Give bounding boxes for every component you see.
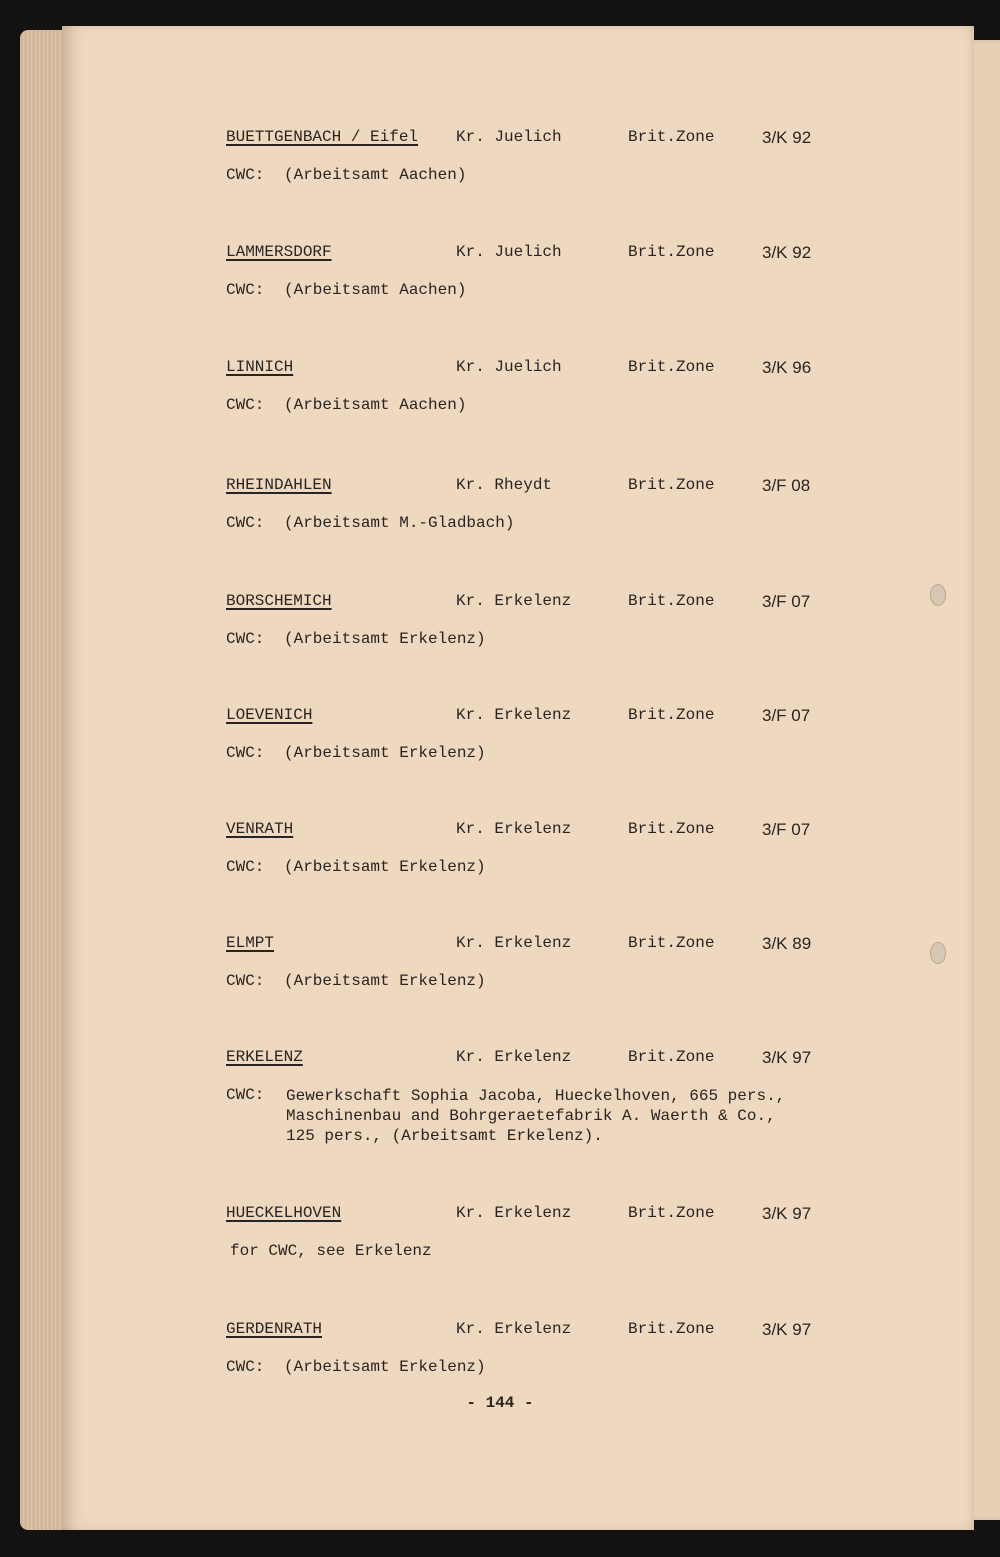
cwc-value: (Arbeitsamt Erkelenz) (284, 1358, 486, 1376)
cwc-label: CWC: (226, 630, 265, 648)
cwc-label: CWC: (226, 972, 265, 990)
zone: Brit.Zone (628, 592, 715, 610)
district: Kr. Erkelenz (456, 934, 572, 952)
list-item (0, 128, 1000, 228)
cross-reference-note: for CWC, see Erkelenz (230, 1242, 432, 1260)
list-item (0, 934, 1000, 1034)
map-reference: 3/F 08 (762, 476, 811, 495)
zone: Brit.Zone (628, 358, 715, 376)
place-name: LAMMERSDORF (226, 243, 332, 261)
map-reference: 3/F 07 (762, 820, 811, 839)
cwc-label: CWC: (226, 281, 265, 299)
cwc-line: Maschinenbau and Bohrgeraetefabrik A. Waerth & Co., (286, 1107, 776, 1125)
list-item (0, 820, 1000, 920)
map-reference: 3/K 96 (762, 358, 812, 377)
list-item (0, 476, 1000, 576)
district: Kr. Erkelenz (456, 820, 572, 838)
cwc-value: (Arbeitsamt Erkelenz) (284, 630, 486, 648)
cwc-label: CWC: (226, 744, 265, 762)
place-name: HUECKELHOVEN (226, 1204, 342, 1222)
place-name: BUETTGENBACH / Eifel (226, 128, 419, 146)
map-reference: 3/F 07 (762, 592, 811, 611)
page-number: - 144 - (466, 1394, 534, 1412)
zone: Brit.Zone (628, 934, 715, 952)
district: Kr. Erkelenz (456, 1320, 572, 1338)
map-reference: 3/K 92 (762, 128, 812, 147)
map-reference: 3/K 92 (762, 243, 812, 262)
cwc-value: (Arbeitsamt Erkelenz) (284, 744, 486, 762)
district: Kr. Erkelenz (456, 1204, 572, 1222)
cwc-value: (Arbeitsamt Erkelenz) (284, 972, 486, 990)
district: Kr. Erkelenz (456, 706, 572, 724)
cwc-value (286, 1086, 785, 1146)
district: Kr. Juelich (456, 128, 562, 146)
list-item (0, 592, 1000, 692)
place-name: VENRATH (226, 820, 294, 838)
district: Kr. Erkelenz (456, 1048, 572, 1066)
cwc-line: 125 pers., (Arbeitsamt Erkelenz). (286, 1127, 603, 1145)
map-reference: 3/K 97 (762, 1204, 812, 1223)
place-name: ELMPT (226, 934, 275, 952)
zone: Brit.Zone (628, 476, 715, 494)
district: Kr. Juelich (456, 243, 562, 261)
list-item-hueckelhoven (0, 1204, 1000, 1304)
cwc-value: (Arbeitsamt Aachen) (284, 166, 467, 184)
list-item-erkelenz (0, 1048, 1000, 1158)
zone: Brit.Zone (628, 1320, 715, 1338)
zone: Brit.Zone (628, 243, 715, 261)
cwc-value: (Arbeitsamt Aachen) (284, 396, 467, 414)
cwc-value: (Arbeitsamt M.-Gladbach) (284, 514, 515, 532)
place-name: GERDENRATH (226, 1320, 323, 1338)
map-reference: 3/K 97 (762, 1320, 812, 1339)
cwc-label: CWC: (226, 514, 265, 532)
cwc-label: CWC: (226, 1086, 265, 1104)
district: Kr. Rheydt (456, 476, 553, 494)
zone: Brit.Zone (628, 706, 715, 724)
district: Kr. Erkelenz (456, 592, 572, 610)
cwc-line: Gewerkschaft Sophia Jacoba, Hueckelhoven, 665 pers., (286, 1087, 786, 1105)
cwc-label: CWC: (226, 858, 265, 876)
map-reference: 3/K 97 (762, 1048, 812, 1067)
list-item (0, 358, 1000, 458)
cwc-value: (Arbeitsamt Erkelenz) (284, 858, 486, 876)
zone: Brit.Zone (628, 1048, 715, 1066)
zone: Brit.Zone (628, 128, 715, 146)
zone: Brit.Zone (628, 820, 715, 838)
cwc-label: CWC: (226, 166, 265, 184)
place-name: LINNICH (226, 358, 294, 376)
cwc-label: CWC: (226, 1358, 265, 1376)
place-name: RHEINDAHLEN (226, 476, 332, 494)
place-name: BORSCHEMICH (226, 592, 332, 610)
place-name: ERKELENZ (226, 1048, 303, 1066)
zone: Brit.Zone (628, 1204, 715, 1222)
list-item (0, 706, 1000, 806)
district: Kr. Juelich (456, 358, 562, 376)
list-item (0, 243, 1000, 343)
map-reference: 3/K 89 (762, 934, 812, 953)
cwc-value: (Arbeitsamt Aachen) (284, 281, 467, 299)
place-name: LOEVENICH (226, 706, 313, 724)
map-reference: 3/F 07 (762, 706, 811, 725)
cwc-label: CWC: (226, 396, 265, 414)
